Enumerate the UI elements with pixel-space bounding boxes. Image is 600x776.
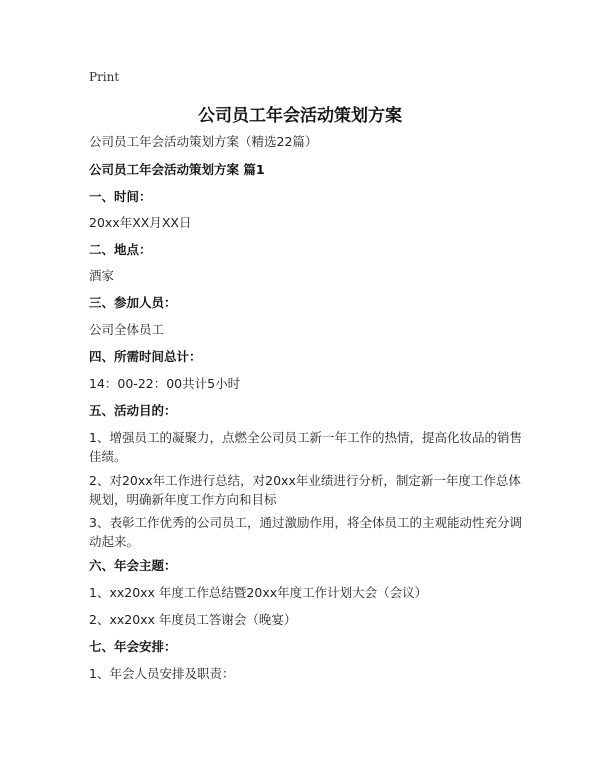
- heading-location: 二、地点：: [89, 242, 152, 257]
- text-purpose-2: 2、对20xx年工作进行总结，对20xx年业绩进行分析，制定新一年度工作总体规划，明确新年度工作方向和目标: [89, 473, 521, 507]
- text-purpose-1: 1、增强员工的凝聚力，点燃全公司员工新一年工作的热情，提高化妆品的销售佳绩。: [89, 430, 522, 464]
- text-theme-2: 2、xx20xx 年度员工答谢会（晚宴）: [89, 612, 297, 627]
- page-title: 公司员工年会活动策划方案: [198, 106, 402, 126]
- heading-theme: 六、年会主题：: [89, 558, 177, 573]
- heading-participants: 三、参加人员：: [89, 295, 177, 310]
- section-title: 公司员工年会活动策划方案 篇1: [89, 162, 265, 177]
- text-time: 20xx年XX月XX日: [89, 215, 192, 230]
- text-duration: 14：00-22：00共计5小时: [89, 376, 241, 391]
- heading-time: 一、时间：: [89, 189, 152, 204]
- heading-duration: 四、所需时间总计：: [89, 349, 202, 364]
- text-purpose-3: 3、表彰工作优秀的公司员工，通过激励作用，将全体员工的主观能动性充分调动起来。: [89, 515, 522, 549]
- text-theme-1: 1、xx20xx 年度工作总结暨20xx年度工作计划大会（会议）: [89, 585, 428, 600]
- text-arrangement-1: 1、年会人员安排及职责：: [89, 666, 235, 681]
- heading-arrangement: 七、年会安排：: [89, 639, 177, 654]
- document-subtitle: 公司员工年会活动策划方案（精选22篇）: [89, 134, 318, 149]
- print-label: Print: [89, 70, 120, 84]
- text-participants: 公司全体员工: [89, 322, 165, 337]
- heading-purpose: 五、活动目的：: [89, 403, 177, 418]
- text-location: 酒家: [89, 268, 115, 283]
